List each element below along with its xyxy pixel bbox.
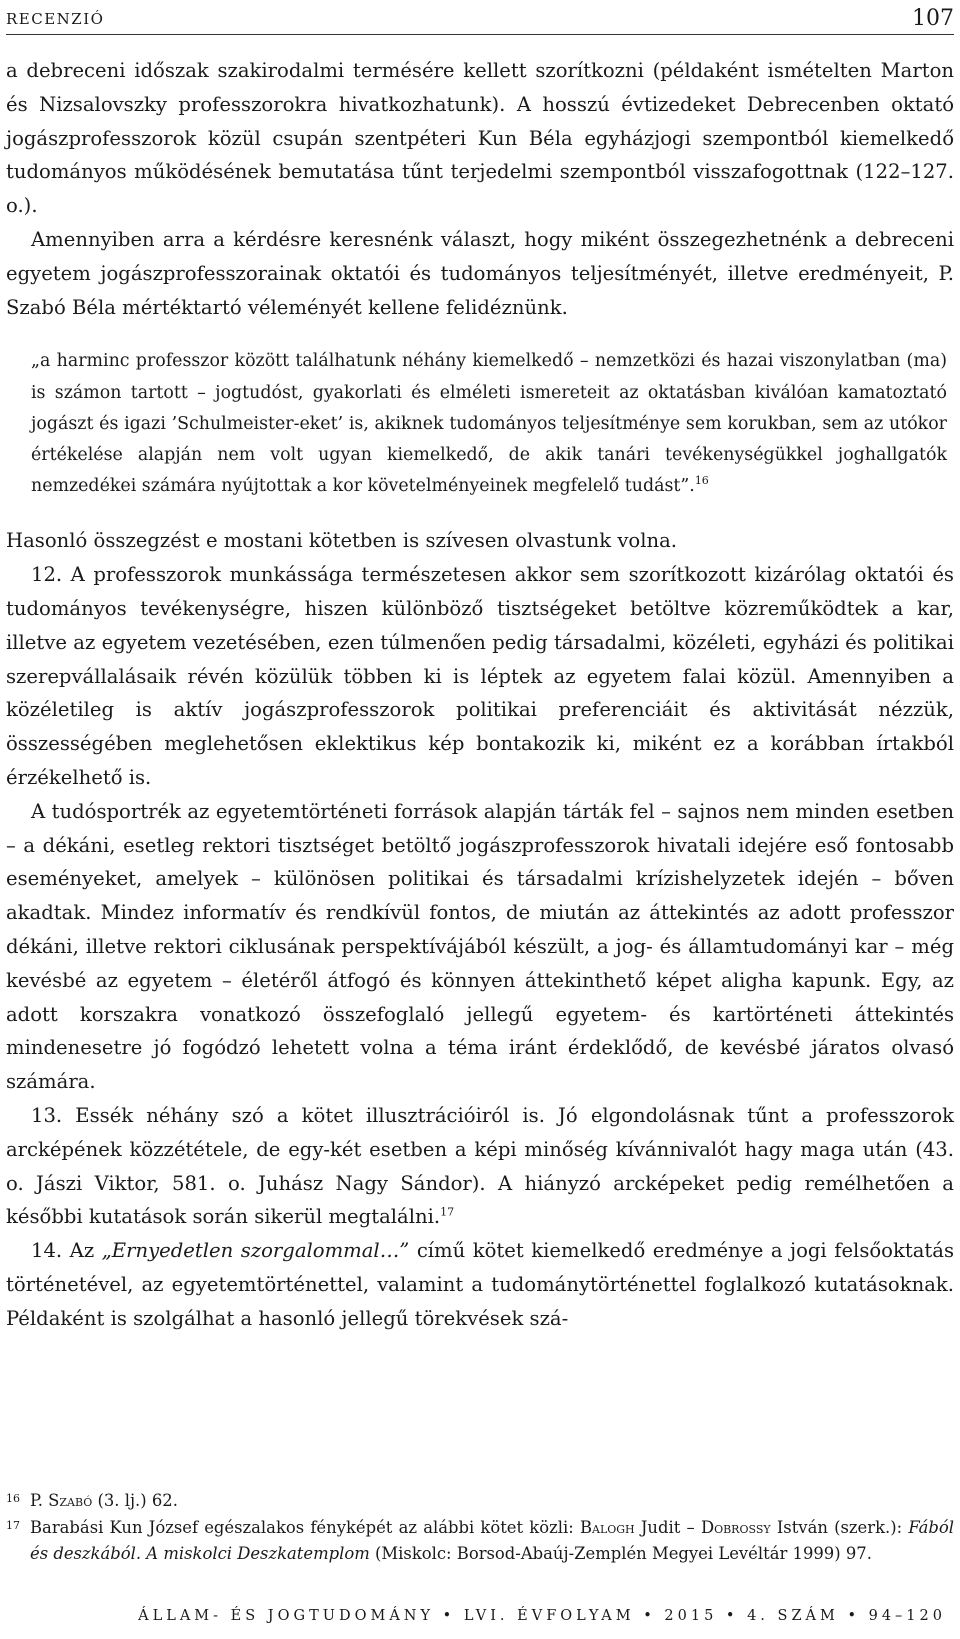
paragraph-text: című kötet kiemelkedő eredménye a jogi felsőoktatás történetével, az egyetemtörténettel, valamint a tudománytörténettel foglalkozó kutatásoknak. Példaként is szolgálhat a hasonló jellegű törekvések szá- — [6, 1239, 955, 1330]
quote-text: „a harminc professzor között találhatunk néhány kiemelkedő – nemzetközi és hazai viszonylatban (ma) is számon tartott – jogtudóst, gyakorlati és elméleti ismereteit az oktatásban kiválóan kamatoztató jogászt és igazi ’Schulmeister-eket’ is, akiknek tudományos teljesítménye sem korukban, sem az utókor értékelése alapján nem volt ugyan kiemelkedő, de akik tanári tevékenységükkel joghallgatók nemzedékei számára nyújtottak a kor követelményeinek megfelelő tudást”. — [31, 351, 947, 497]
paragraph: Hasonló összegzést e mostani kötetben is szívesen olvastunk volna. — [6, 529, 677, 553]
journal-footer: ÁLLAM- ÉS JOGTUDOMÁNY • LVI. ÉVFOLYAM • 2015 • 4. SZÁM • 94–120 — [138, 1608, 946, 1624]
footnote-text: (Miskolc: Borsod-Abaúj-Zemplén Megyei Levéltár 1999) 97. — [369, 1544, 872, 1563]
paragraph: A tudósportrék az egyetemtörténeti források alapján tárták fel – sajnos nem minden esetben – a dékáni, esetleg rektori tisztséget betöltő jogászprofesszorok hivatali idejére eső fontosabb eseményeket, amelyek – különösen politikai és társadalmi krízishelyzetek idején – bőven akadtak. Mindez informatív és rendkívül fontos, de miután az áttekintés az adott professzor dékáni, illetve rektori ciklusának perspektívájából készült, a jog- és államtudományi kar – még kevésbé az egyetem – életéről átfogó és könnyen áttekinthető képet aligha kapunk. Egy, az adott korszakra vonatkozó összefoglaló jellegű egyetem- és kartörténeti áttekintés mindenesetre jó fogódzó lehetett volna a téma iránt érdeklődő, de kevésbé járatos olvasó számára. — [6, 799, 954, 1094]
paragraph — [6, 1234, 954, 1335]
author-name: Balogh — [579, 1517, 635, 1537]
footnotes — [6, 1488, 954, 1568]
footnote-ref: 17 — [440, 1205, 455, 1219]
author-name: Szabó — [48, 1491, 93, 1510]
book-title: Fából és deszkából. A miskolci Deszkatemplom — [30, 1517, 954, 1563]
block-quote — [31, 346, 947, 502]
footnote-text: (3. lj.) 62. — [92, 1491, 178, 1510]
book-title: „Ernyedetlen szorgalommal…” — [101, 1239, 410, 1263]
journal-page — [6, 0, 954, 1639]
footnote-text: Barabási Kun József egészalakos fényképét az alábbi kötet közli: — [30, 1517, 580, 1537]
footnote-16 — [6, 1488, 954, 1515]
paragraph-text: 13. Essék néhány szó a kötet illusztrációiról is. Jó elgondolásnak tűnt a professzorok arcképének közzététele, de egy-két esetben a képi minőség kívánnivalót hagy maga után (43. o. Jászi Viktor, 581. o. Juhász Nagy Sándor). A hiányzó arcképeket pedig remélhetően a későbbi kutatások során sikerül megtalálni. — [6, 1103, 954, 1229]
paragraph: a debreceni időszak szakirodalmi termésére kellett szorítkozni (példaként ismételten Marton és Nizsalovszky professzorokra hivatkozhatunk). A hosszú évtizedeket Debrecenben oktató jogászprofesszorok közül csupán szentpéteri Kun Béla egyházjogi szempontból kiemelkedő tudományos működésének bemutatása tűnt terjedelmi szempontból visszafogottnak (122–127. o.). — [6, 59, 954, 218]
page-number: 107 — [912, 6, 954, 31]
footnote-number: 17 — [6, 1518, 20, 1532]
article-body — [6, 54, 954, 1336]
paragraph-text: 14. Az — [31, 1239, 102, 1263]
footnote-text: István (szerk.): — [770, 1517, 909, 1537]
paragraph: 12. A professzorok munkássága természetesen akkor sem szorítkozott kizárólag oktatói és tudományos tevékenységre, hiszen különböző tisztségeket betöltve közreműködtek a kar, illetve az egyetem vezetésében, ezen túlmenően pedig társadalmi, közéleti, egyházi és politikai szerepvállalásaik révén közülük többen ki is léptek az egyetem falai közül. Amennyiben a közéletileg is aktív jogászprofesszorok politikai preferenciáit és aktivitását nézzük, összességében meglehetősen eklektikus kép bontakozik ki, miként ez a korábban írtakból érzékelhető is. — [6, 563, 954, 789]
section-title: RECENZIÓ — [6, 10, 105, 28]
footnote-ref: 16 — [694, 474, 709, 488]
footnote-text: Judit – — [634, 1517, 701, 1537]
footnote-text: P. — [30, 1491, 49, 1510]
paragraph: Amennyiben arra a kérdésre keresnénk választ, hogy miként összegezhetnénk a debreceni egyetem jogászprofesszorainak oktatói és tudományos teljesítményét, illetve eredményeit, P. Szabó Béla mértéktartó véleményét kellene felidéznünk. — [6, 227, 954, 319]
running-header — [6, 6, 954, 32]
author-name: Dobrossy — [700, 1517, 771, 1537]
footnote-17 — [6, 1515, 954, 1568]
footnote-number: 16 — [6, 1492, 20, 1505]
header-rule — [6, 34, 954, 35]
paragraph — [6, 1099, 954, 1234]
